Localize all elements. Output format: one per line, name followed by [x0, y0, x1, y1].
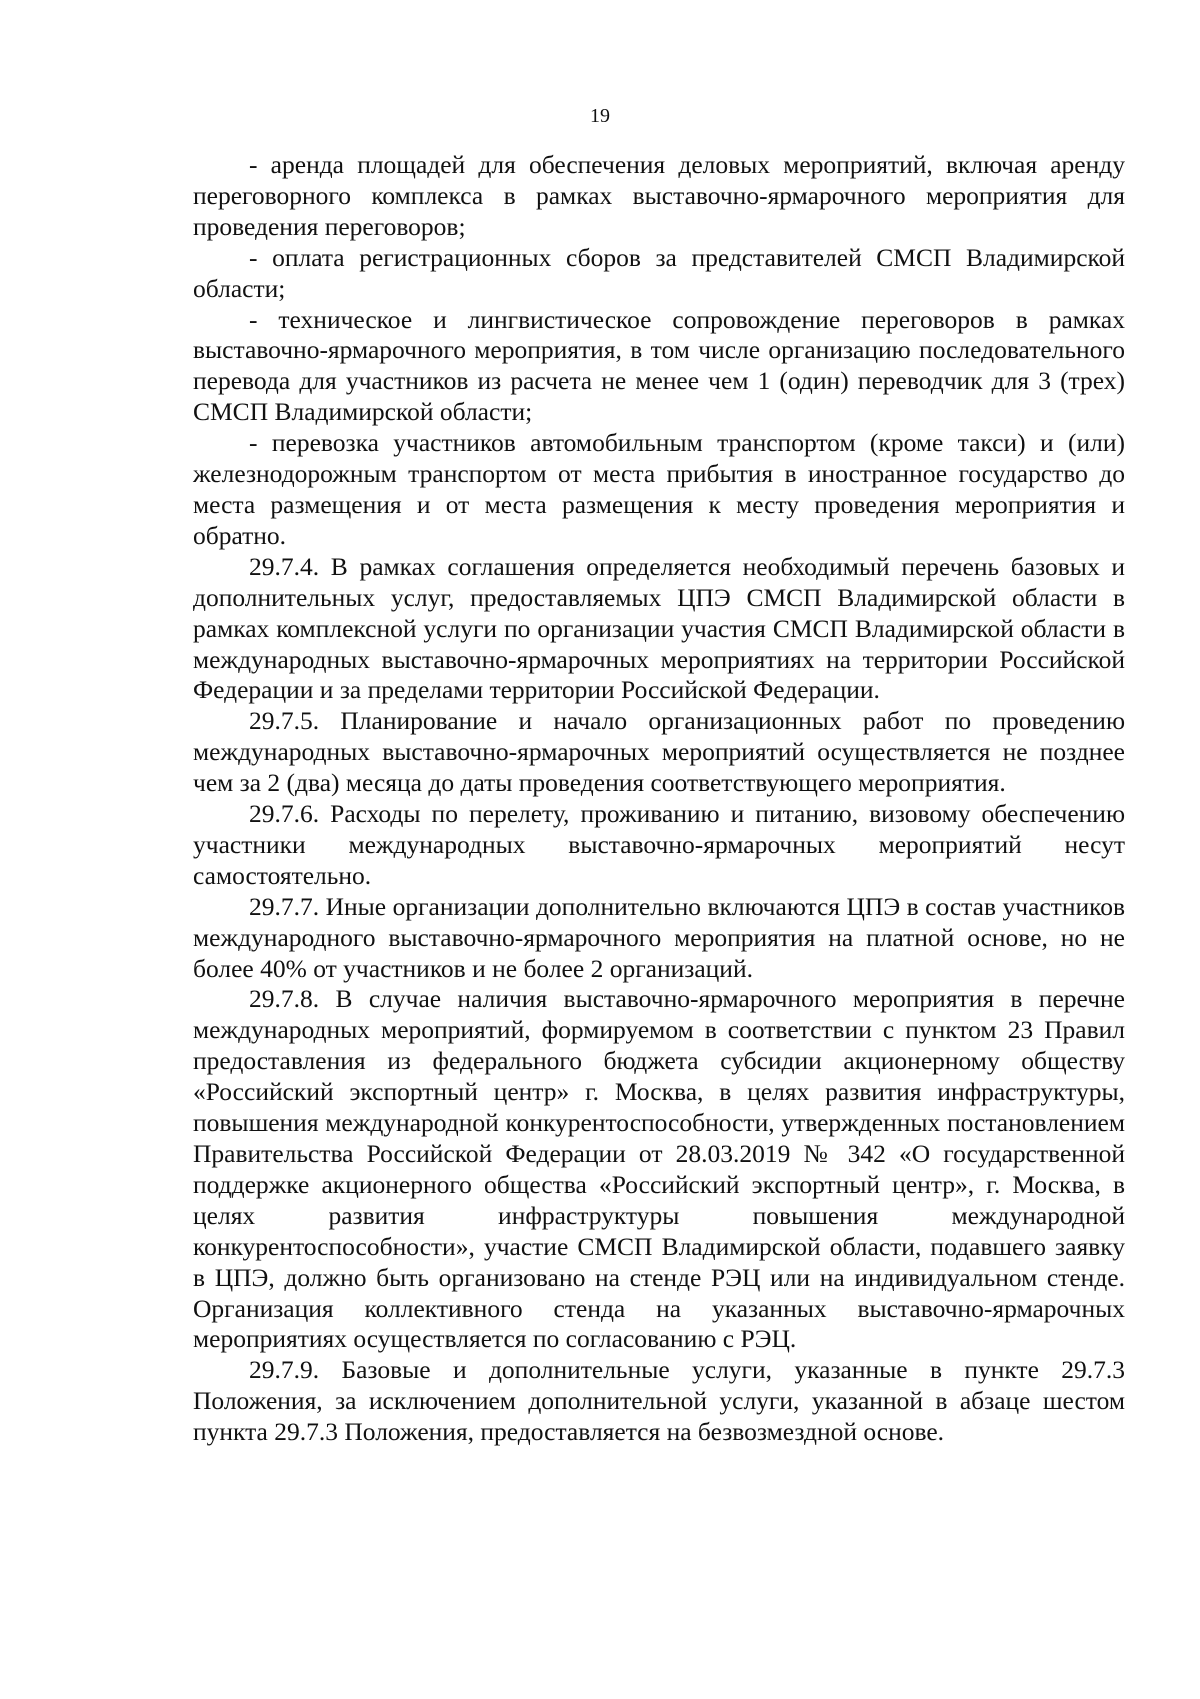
- paragraph-29-7-8: 29.7.8. В случае наличия выставочно-ярмарочного мероприятия в перечне международных мероприятий, формируемом в соответствии с пунктом 23 Правил предоставления из федерального бюджета субсидии акционерному обществу «Российский экспортный центр» г. Москва, в целях развития инфраструктуры, повышения международной конкурентоспособности, утвержденных постановлением Правительства Российской Федерации от 28.03.2019 № 342 «О государственной поддержке акционерного общества «Российский экспортный центр», г. Москва, в целях развития инфраструктуры повышения международной конкурентоспособности», участие СМСП Владимирской области, подавшего заявку в ЦПЭ, должно быть организовано на стенде РЭЦ или на индивидуальном стенде. Организация коллективного стенда на указанных выставочно-ярмарочных мероприятиях осуществляется по согласованию с РЭЦ.: [193, 984, 1125, 1354]
- paragraph-29-7-4: 29.7.4. В рамках соглашения определяется необходимый перечень базовых и дополнительных услуг, предоставляемых ЦПЭ СМСП Владимирской области в рамках комплексной услуги по организации участия СМСП Владимирской области в международных выставочно-ярмарочных мероприятиях на территории Российской Федерации и за пределами территории Российской Федерации.: [193, 551, 1125, 705]
- page-number: 19: [590, 105, 610, 127]
- paragraph-29-7-6: 29.7.6. Расходы по перелету, проживанию и питанию, визовому обеспечению участники международных выставочно-ярмарочных мероприятий несут самостоятельно.: [193, 799, 1125, 890]
- paragraph-rental-of-premises: - аренда площадей для обеспечения деловых мероприятий, включая аренду переговорного комплекса в рамках выставочно-ярмарочного мероприятия для проведения переговоров;: [193, 150, 1125, 241]
- paragraph-registration-fees: - оплата регистрационных сборов за представителей СМСП Владимирской области;: [193, 242, 1125, 303]
- document-body: [193, 150, 1125, 1448]
- paragraph-29-7-9: 29.7.9. Базовые и дополнительные услуги, указанные в пункте 29.7.3 Положения, за исключением дополнительной услуги, указанной в абзаце шестом пункта 29.7.3 Положения, предоставляется на безвозмездной основе.: [193, 1355, 1125, 1447]
- paragraph-linguistic-support: - техническое и лингвистическое сопровождение переговоров в рамках выставочно-ярмарочного мероприятия, в том числе организацию последовательного перевода для участников из расчета не менее чем 1 (один) переводчик для 3 (трех) СМСП Владимирской области;: [193, 304, 1125, 427]
- paragraph-29-7-7: 29.7.7. Иные организации дополнительно включаются ЦПЭ в состав участников международного выставочно-ярмарочного мероприятия на платной основе, но не более 40% от участников и не более 2 организаций.: [193, 891, 1125, 983]
- paragraph-29-7-5: 29.7.5. Планирование и начало организационных работ по проведению международных выставочно-ярмарочных мероприятий осуществляется не позднее чем за 2 (два) месяца до даты проведения соответствующего мероприятия.: [193, 706, 1125, 798]
- paragraph-transport: - перевозка участников автомобильным транспортом (кроме такси) и (или) железнодорожным транспортом от места прибытия в иностранное государство до места размещения и от места размещения к месту проведения мероприятия и обратно.: [193, 428, 1125, 550]
